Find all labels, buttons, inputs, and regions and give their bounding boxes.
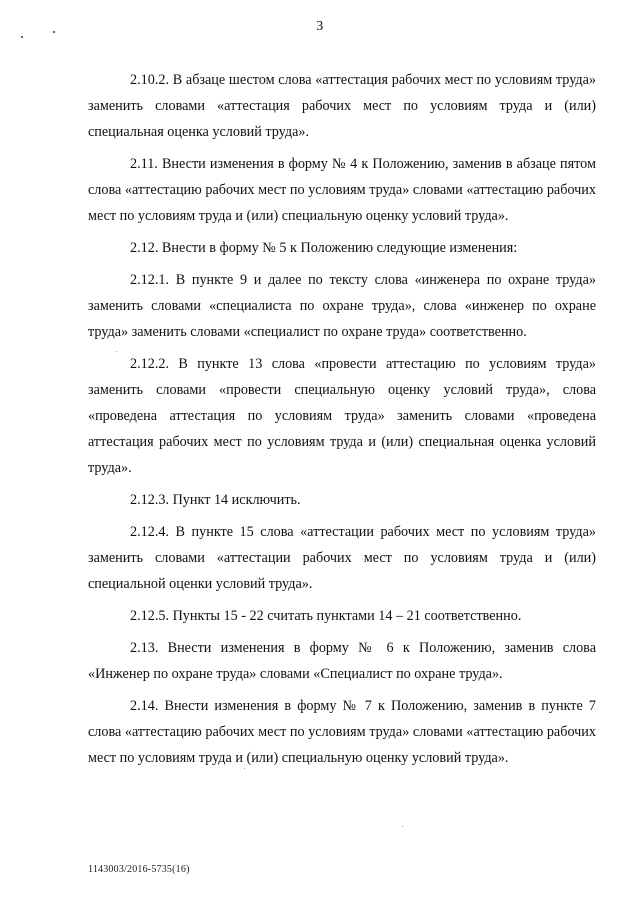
- paragraph-2-12-3: 2.12.3. Пункт 14 исключить.: [130, 492, 301, 508]
- paragraph-2-12-4: 2.12.4. В пункте 15 слова «аттестации рабочих мест по условиям труда» заменить словами «аттестации рабочих мест по условиям труда и (или) специальной оценки условий труда».: [88, 524, 596, 592]
- footer-document-code: 1143003/2016-5735(16): [88, 864, 190, 875]
- document-body: [88, 67, 596, 777]
- paragraph-2-12-5: 2.12.5. Пункты 15 - 22 считать пунктами 14 – 21 соответственно.: [130, 608, 522, 624]
- paragraph-2-13: 2.13. Внести изменения в форму № 6 к Положению, заменив слова «Инженер по охране труда» словами «Специалист по охране труда».: [88, 640, 596, 682]
- page-number: 3: [316, 19, 324, 34]
- paragraph-2-10-2: 2.10.2. В абзаце шестом слова «аттестация рабочих мест по условиям труда» заменить словами «аттестация рабочих мест по условиям труда и (или) специальная оценка условий труда».: [88, 72, 596, 140]
- paragraph-2-12-1: 2.12.1. В пункте 9 и далее по тексту слова «инженера по охране труда» заменить словами «специалиста по охране труда», слова «инженер по охране труда» заменить словами «специалист по охране труда» соответственно.: [88, 272, 596, 340]
- scan-speck: [21, 36, 23, 38]
- paragraph-2-12-2: 2.12.2. В пункте 13 слова «провести аттестацию по условиям труда» заменить словами «провести специальную оценку условий труда», слова «проведена аттестация по условиям труда» заменить словами «проведена аттестация рабочих мест по условиям труда и (или) специальная оценка условий труда».: [88, 356, 596, 476]
- paragraph-2-12: 2.12. Внести в форму № 5 к Положению следующие изменения:: [130, 240, 518, 256]
- paragraph-2-11: 2.11. Внести изменения в форму № 4 к Положению, заменив в абзаце пятом слова «аттестацию рабочих мест по условиям труда» словами «аттестацию рабочих мест по условиям труда и (или) специальную оценку условий труда».: [88, 156, 596, 224]
- paragraph-2-14: 2.14. Внести изменения в форму № 7 к Положению, заменив в пункте 7 слова «аттестацию рабочих мест по условиям труда» словами «аттестацию рабочих мест по условиям труда и (или) специальную оценку условий труда».: [88, 698, 596, 766]
- scan-speck: [402, 826, 403, 827]
